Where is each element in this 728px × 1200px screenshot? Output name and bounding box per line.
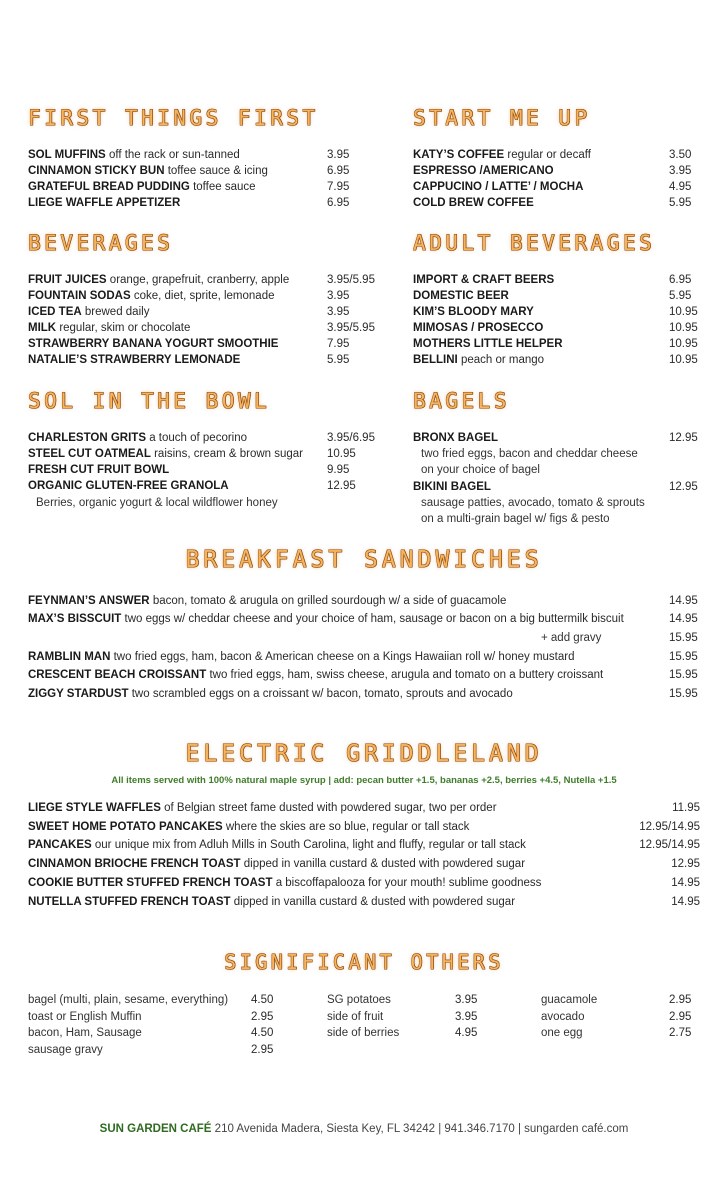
section-title-breakfast-sandwiches: BREAKFAST SANDWICHES — [185, 547, 543, 573]
section-title-adult-beverages: ADULT BEVERAGES — [413, 231, 656, 255]
menu-item: NATALIE’S STRAWBERRY LEMONADE — [28, 354, 241, 366]
cafe-contact-info: 210 Avenida Madera, Siesta Key, FL 34242 | 941.346.7170 | sungarden café.com — [214, 1123, 629, 1135]
section-title-bagels: BAGELS — [413, 389, 510, 413]
item-price: 4.95 — [669, 181, 692, 193]
side-price: 2.95 — [669, 994, 692, 1006]
side-item: SG potatoes — [327, 994, 391, 1006]
side-price: 2.95 — [669, 1011, 692, 1023]
item-price: 3.50 — [669, 149, 692, 161]
menu-item: SWEET HOME POTATO PANCAKES where the skies are so blue, regular or tall stack — [28, 821, 470, 833]
side-price: 2.95 — [251, 1011, 274, 1023]
item-price: 14.95 — [669, 613, 698, 625]
item-price: 15.95 — [669, 688, 698, 700]
menu-item: RAMBLIN MAN two fried eggs, ham, bacon & American cheese on a Kings Hawaiian roll w/ honey mustard — [28, 651, 575, 663]
item-price: 3.95 — [327, 306, 350, 318]
side-item: one egg — [541, 1027, 583, 1039]
section-title-electric-griddleland: ELECTRIC GRIDDLELAND — [185, 741, 543, 767]
menu-item: BIKINI BAGEL — [413, 481, 491, 493]
menu-item: STEEL CUT OATMEAL raisins, cream & brown sugar — [28, 448, 304, 460]
item-price: 12.95/14.95 — [639, 821, 700, 833]
section-title-beverages: BEVERAGES — [28, 231, 174, 255]
section-title-significant-others: SIGNIFICANT OTHERS — [224, 950, 504, 974]
side-item: avocado — [541, 1011, 585, 1023]
menu-item: SOL MUFFINS off the rack or sun-tanned — [28, 149, 240, 161]
item-price: 14.95 — [669, 595, 698, 607]
item-price: 10.95 — [669, 338, 698, 350]
item-description: on a multi-grain bagel w/ figs & pesto — [421, 513, 610, 525]
menu-item: DOMESTIC BEER — [413, 290, 509, 302]
item-price: 6.95 — [327, 197, 350, 209]
menu-item: CAPPUCINO / LATTE’ / MOCHA — [413, 181, 584, 193]
menu-item: CINNAMON STICKY BUN toffee sauce & icing — [28, 165, 268, 177]
section-title-start-me-up: START ME UP — [413, 106, 591, 130]
item-description: on your choice of bagel — [421, 464, 540, 476]
menu-item: FRUIT JUICES orange, grapefruit, cranberry, apple — [28, 274, 290, 286]
item-price: 3.95 — [327, 149, 350, 161]
menu-item: MOTHERS LITTLE HELPER — [413, 338, 563, 350]
item-price: 12.95 — [669, 432, 698, 444]
side-price: 4.50 — [251, 1027, 274, 1039]
menu-item: GRATEFUL BREAD PUDDING toffee sauce — [28, 181, 256, 193]
item-price: 12.95/14.95 — [639, 839, 700, 851]
item-price: 5.95 — [327, 354, 350, 366]
item-price: 3.95/5.95 — [327, 322, 375, 334]
item-price: 12.95 — [671, 858, 700, 870]
item-price: 14.95 — [671, 877, 700, 889]
menu-item: ICED TEA brewed daily — [28, 306, 150, 318]
section-title-first-things-first: FIRST THINGS FIRST — [28, 106, 319, 130]
menu-item: LIEGE WAFFLE APPETIZER — [28, 197, 181, 209]
item-price: 15.95 — [669, 651, 698, 663]
side-price: 2.75 — [669, 1027, 692, 1039]
item-price: 3.95/5.95 — [327, 274, 375, 286]
item-price: 15.95 — [669, 669, 698, 681]
item-price: 15.95 — [669, 632, 698, 644]
menu-item: MILK regular, skim or chocolate — [28, 322, 191, 334]
side-item: toast or English Muffin — [28, 1011, 142, 1023]
side-item: bacon, Ham, Sausage — [28, 1027, 142, 1039]
item-price: 6.95 — [327, 165, 350, 177]
menu-item: PANCAKES our unique mix from Adluh Mills in South Carolina, light and fluffy, regular or tall stack — [28, 839, 526, 851]
side-price: 4.50 — [251, 994, 274, 1006]
item-price: 5.95 — [669, 290, 692, 302]
item-price: 10.95 — [327, 448, 356, 460]
item-price: 11.95 — [672, 802, 700, 814]
item-price: 10.95 — [669, 322, 698, 334]
menu-item: ZIGGY STARDUST two scrambled eggs on a croissant w/ bacon, tomato, sprouts and avocado — [28, 688, 513, 700]
side-item: bagel (multi, plain, sesame, everything) — [28, 994, 229, 1006]
side-item: side of fruit — [327, 1011, 384, 1023]
side-price: 4.95 — [455, 1027, 478, 1039]
item-price: 3.95/6.95 — [327, 432, 375, 444]
menu-item: CINNAMON BRIOCHE FRENCH TOAST dipped in vanilla custard & dusted with powdered sugar — [28, 858, 526, 870]
menu-item: BRONX BAGEL — [413, 432, 498, 444]
menu-item: FEYNMAN’S ANSWER bacon, tomato & arugula on grilled sourdough w/ a side of guacamole — [28, 595, 507, 607]
add-gravy-option: + add gravy — [541, 632, 602, 644]
menu-item: MIMOSAS / PROSECCO — [413, 322, 544, 334]
item-price: 10.95 — [669, 306, 698, 318]
side-price: 3.95 — [455, 994, 478, 1006]
menu-item: NUTELLA STUFFED FRENCH TOAST dipped in vanilla custard & dusted with powdered sugar — [28, 896, 516, 908]
item-price: 9.95 — [327, 464, 350, 476]
griddle-note: All items served with 100% natural maple syrup | add: pecan butter +1.5, bananas +2.5, berries +4.5, Nutella +1.5 — [111, 775, 617, 786]
cafe-name: SUN GARDEN CAFÉ — [99, 1123, 212, 1135]
item-description: two fried eggs, bacon and cheddar cheese — [421, 448, 638, 460]
menu-item: FOUNTAIN SODAS coke, diet, sprite, lemonade — [28, 290, 275, 302]
item-price: 3.95 — [669, 165, 692, 177]
item-price: 12.95 — [669, 481, 698, 493]
section-title-sol-in-the-bowl: SOL IN THE BOWL — [28, 389, 271, 413]
menu-item: COOKIE BUTTER STUFFED FRENCH TOAST a biscoffapalooza for your mouth! sublime goodness — [28, 877, 542, 889]
side-item: sausage gravy — [28, 1044, 103, 1056]
menu-item: CRESCENT BEACH CROISSANT two fried eggs, ham, swiss cheese, arugula and tomato on a buttery croissant — [28, 669, 604, 681]
menu-item: STRAWBERRY BANANA YOGURT SMOOTHIE — [28, 338, 279, 350]
menu-item: MAX’S BISSCUIT two eggs w/ cheddar cheese and your choice of ham, sausage or bacon on a big buttermilk biscuit — [28, 613, 624, 625]
menu-item: COLD BREW COFFEE — [413, 197, 534, 209]
menu-item: IMPORT & CRAFT BEERS — [413, 274, 555, 286]
item-price: 14.95 — [671, 896, 700, 908]
item-price: 3.95 — [327, 290, 350, 302]
item-price: 6.95 — [669, 274, 692, 286]
menu-item: ORGANIC GLUTEN-FREE GRANOLA — [28, 480, 229, 492]
footer — [0, 1123, 728, 1135]
side-item: side of berries — [327, 1027, 400, 1039]
item-description: Berries, organic yogurt & local wildflower honey — [36, 497, 278, 509]
item-price: 10.95 — [669, 354, 698, 366]
menu-item: ESPRESSO /AMERICANO — [413, 165, 554, 177]
item-price: 7.95 — [327, 181, 350, 193]
item-price: 12.95 — [327, 480, 356, 492]
item-description: sausage patties, avocado, tomato & sprouts — [421, 497, 645, 509]
side-item: guacamole — [541, 994, 598, 1006]
menu-item: KATY’S COFFEE regular or decaff — [413, 149, 591, 161]
item-price: 5.95 — [669, 197, 692, 209]
item-price: 7.95 — [327, 338, 350, 350]
menu-item: BELLINI peach or mango — [413, 354, 545, 366]
menu-item: KIM’S BLOODY MARY — [413, 306, 534, 318]
side-price: 2.95 — [251, 1044, 274, 1056]
menu-item: LIEGE STYLE WAFFLES of Belgian street fame dusted with powdered sugar, two per order — [28, 802, 497, 814]
menu-item: CHARLESTON GRITS a touch of pecorino — [28, 432, 248, 444]
side-price: 3.95 — [455, 1011, 478, 1023]
menu-item: FRESH CUT FRUIT BOWL — [28, 464, 170, 476]
